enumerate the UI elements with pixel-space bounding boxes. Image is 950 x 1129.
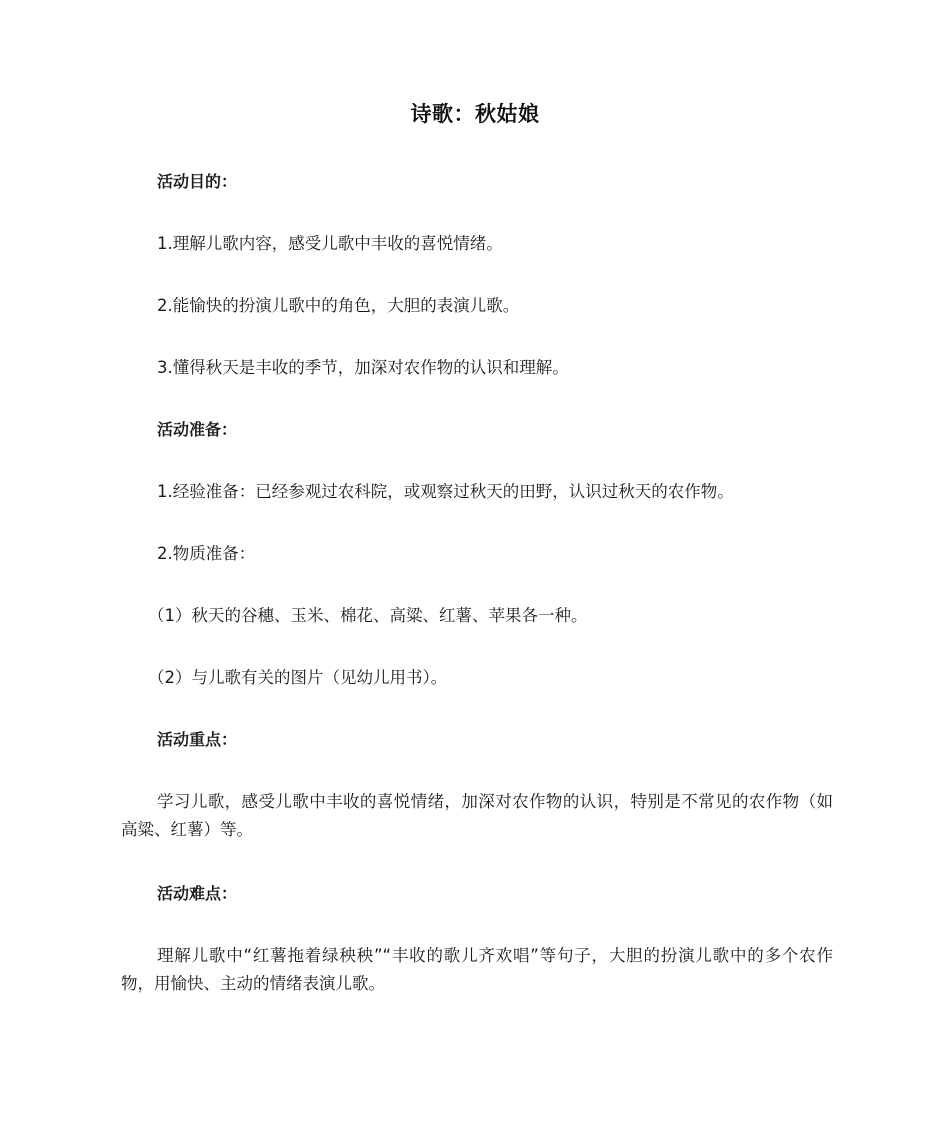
key-points-paragraph: 学习儿歌，感受儿歌中丰收的喜悦情绪，加深对农作物的认识，特别是不常见的农作物（如高粱、红薯）等。 (121, 792, 833, 839)
preparation-subitem-1: （1）秋天的谷穗、玉米、棉花、高粱、红薯、苹果各一种。 (148, 606, 588, 625)
difficulties-paragraph: 理解儿歌中“红薯拖着绿秧秧”“丰收的歌儿齐欢唱”等句子，大胆的扮演儿歌中的多个农作物，用愉快、主动的情绪表演儿歌。 (121, 946, 833, 993)
preparation-item-2: 2.物质准备： (157, 544, 256, 563)
goal-item-1: 1.理解儿歌内容，感受儿歌中丰收的喜悦情绪。 (157, 234, 503, 253)
preparation-item-1: 1.经验准备：已经参观过农科院，或观察过秋天的田野，认识过秋天的农作物。 (157, 482, 734, 501)
section-heading-preparation: 活动准备： (157, 420, 238, 439)
section-heading-key-points: 活动重点： (157, 730, 238, 749)
section-heading-goals: 活动目的： (157, 172, 238, 191)
document-title: 诗歌：秋姑娘 (410, 102, 540, 126)
section-heading-difficulties: 活动难点： (157, 884, 238, 903)
goal-item-3: 3.懂得秋天是丰收的季节，加深对农作物的认识和理解。 (157, 358, 569, 377)
preparation-subitem-2: （2）与儿歌有关的图片（见幼儿用书）。 (148, 668, 448, 687)
goal-item-2: 2.能愉快的扮演儿歌中的角色，大胆的表演儿歌。 (157, 296, 520, 315)
